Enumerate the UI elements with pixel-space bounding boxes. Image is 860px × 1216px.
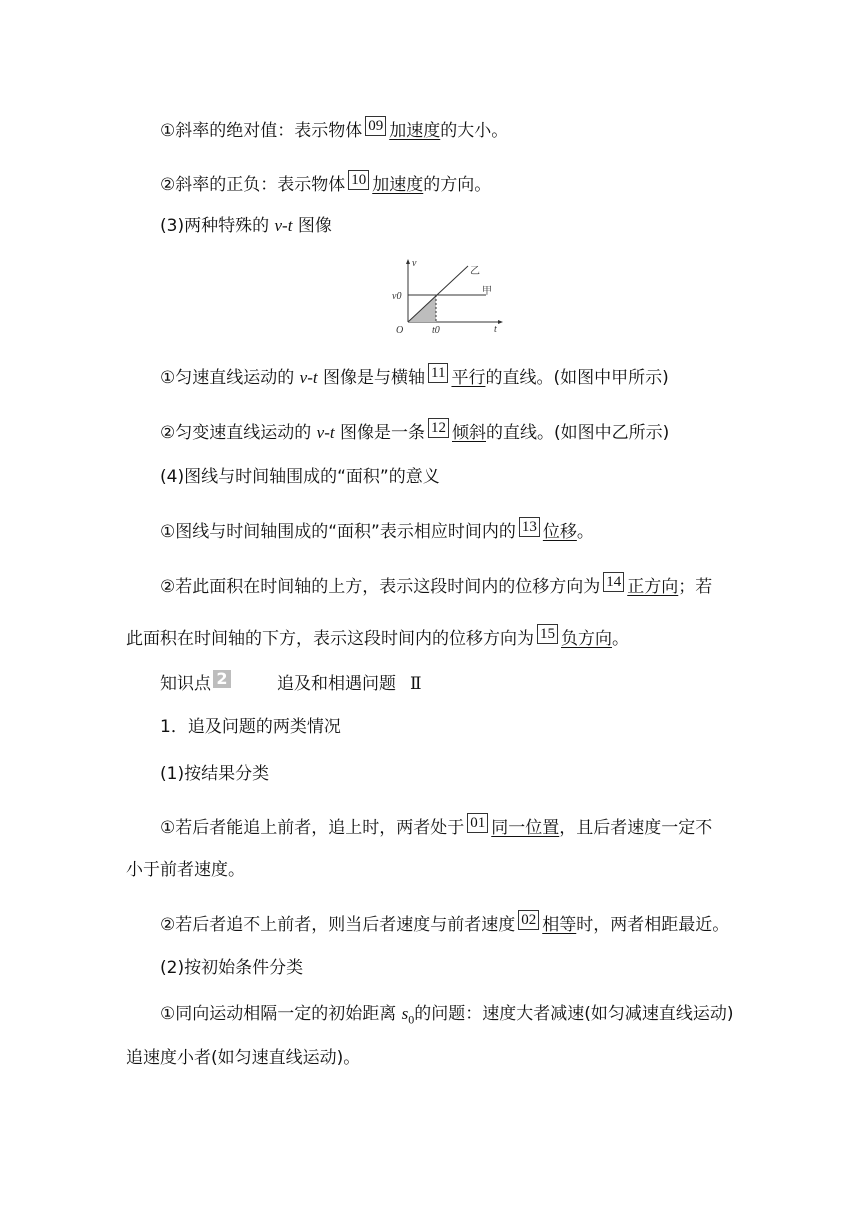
text: ，且后者速度一定不 [559, 818, 713, 838]
text: ②若后者追不上前者，则当后者速度与前者速度 [160, 915, 516, 935]
text: 。 [576, 522, 594, 542]
uniform-accel-line [160, 418, 669, 445]
text: 图像是与横轴 [317, 368, 425, 388]
text: (2)按初始条件分类 [160, 958, 304, 978]
same-direction-continued [126, 1046, 360, 1070]
slope-sign-line [160, 170, 491, 197]
answer-text: 正方向 [627, 577, 679, 597]
text: 图像是一条 [334, 423, 425, 443]
answer-text: 加速度 [389, 121, 441, 141]
text: 的方向。 [423, 175, 492, 195]
answer-number-box: 13 [519, 517, 540, 537]
area-above-line [160, 572, 712, 599]
text: ①图线与时间轴围成的“面积”表示相应时间内的 [160, 522, 516, 542]
text: 图像 [292, 216, 332, 236]
catch-up-line [160, 813, 712, 840]
answer-text: 平行 [451, 368, 486, 388]
text: ②匀变速直线运动的 [160, 423, 317, 443]
cannot-catch-line [160, 910, 729, 937]
variable: v-t [274, 216, 293, 235]
text: 的直线。(如图中甲所示) [485, 368, 669, 388]
answer-text: 位移 [542, 522, 577, 542]
origin-label: O [396, 325, 404, 336]
subscript: 0 [408, 1012, 415, 1027]
section-label: 知识点 [160, 674, 211, 694]
same-direction-line [160, 1002, 734, 1031]
text: 的直线。(如图中乙所示) [486, 423, 670, 443]
classify-by-result [160, 762, 269, 786]
text: (1)按结果分类 [160, 764, 270, 784]
answer-text: 相等 [542, 915, 577, 935]
chase-two-cases [160, 715, 341, 739]
catch-up-continued [126, 858, 245, 882]
answer-number-box: 01 [467, 813, 488, 833]
text: 小于前者速度。 [126, 860, 245, 880]
text: 的大小。 [440, 121, 509, 141]
answer-number-box: 15 [537, 624, 558, 644]
section-level: Ⅱ [410, 674, 422, 693]
v-label: v [412, 258, 417, 269]
v0-label: v0 [392, 291, 402, 302]
text: ①同向运动相隔一定的初始距离 [160, 1004, 402, 1024]
answer-text: 倾斜 [452, 423, 486, 443]
v-axis-arrow [406, 259, 410, 264]
text: ②斜率的正负：表示物体 [160, 175, 346, 195]
heading-special-vt [160, 214, 332, 238]
answer-text: 加速度 [372, 175, 424, 195]
text: ②若此面积在时间轴的上方，表示这段时间内的位移方向为 [160, 577, 601, 597]
area-below-line [126, 624, 629, 651]
text: 追速度小者(如匀速直线运动)。 [126, 1048, 361, 1068]
answer-number-box: 14 [603, 572, 624, 592]
vt-graph-figure [390, 254, 510, 338]
line-yi [408, 266, 468, 322]
text: ①若后者能追上前者，追上时，两者处于 [160, 818, 465, 838]
answer-number-box: 09 [365, 116, 386, 136]
slope-magnitude-line [160, 116, 508, 143]
t0-label: t0 [432, 325, 440, 336]
section-heading [160, 670, 422, 696]
area-displacement-line [160, 517, 594, 544]
section-title: 追及和相遇问题 [277, 674, 396, 694]
text: 时，两者相距最近。 [576, 915, 730, 935]
text: (4)图线与时间轴围成的“面积”的意义 [160, 467, 440, 487]
classify-by-initial [160, 956, 303, 980]
uniform-motion-line [160, 363, 669, 390]
variable: v-t [316, 423, 335, 442]
answer-number-box: 11 [428, 363, 448, 383]
t-label: t [494, 324, 497, 335]
text: (3)两种特殊的 [160, 216, 275, 236]
variable: s [401, 1004, 409, 1023]
answer-number-box: 12 [428, 418, 449, 438]
answer-number-box: 02 [518, 910, 539, 930]
text: 此面积在时间轴的下方，表示这段时间内的位移方向为 [126, 629, 534, 649]
t-axis-arrow [498, 320, 503, 324]
text: 的问题：速度大者减速(如匀减速直线运动) [414, 1004, 734, 1024]
answer-number-box: 10 [348, 170, 369, 190]
heading-area-meaning [160, 465, 440, 489]
variable: v-t [299, 368, 318, 387]
text: 。 [612, 629, 629, 649]
text: 1．追及问题的两类情况 [160, 717, 341, 737]
text: ①匀速直线运动的 [160, 368, 300, 388]
jia-label: 甲 [482, 286, 492, 297]
answer-text: 负方向 [561, 629, 612, 649]
yi-label: 乙 [470, 266, 480, 277]
answer-text: 同一位置 [491, 818, 560, 838]
text: ①斜率的绝对值：表示物体 [160, 121, 363, 141]
text: ；若 [678, 577, 713, 597]
section-number-badge: 2 [213, 670, 231, 688]
